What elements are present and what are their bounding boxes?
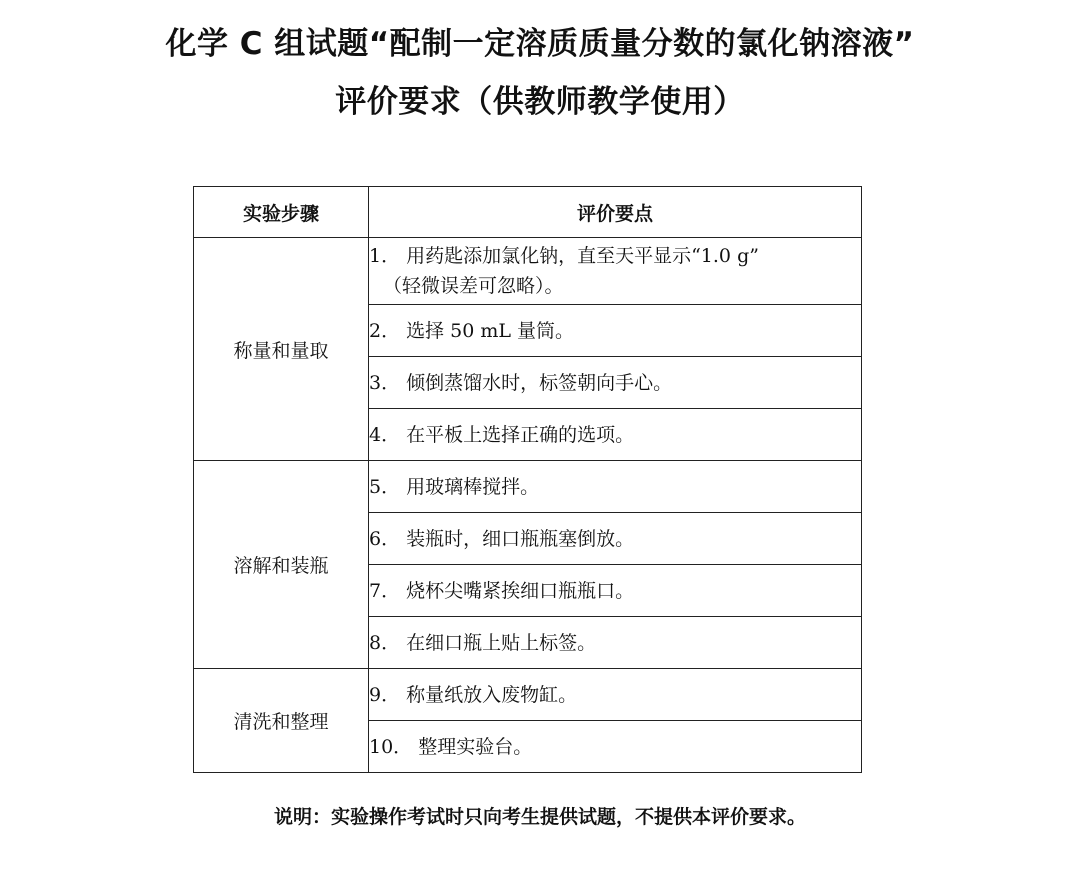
point-text: 用玻璃棒搅拌。 (406, 475, 540, 498)
point-text-sub: （轻微误差可忽略）。 (383, 275, 564, 297)
footnote: 说明：实验操作考试时只向考生提供试题，不提供本评价要求。 (273, 806, 806, 828)
point-4 (369, 409, 862, 461)
header-step: 实验步骤 (194, 187, 369, 238)
point-text: 装瓶时，细口瓶瓶塞倒放。 (406, 527, 635, 550)
point-8 (369, 617, 862, 669)
point-3 (369, 357, 862, 409)
table-row (194, 238, 862, 305)
point-6 (369, 513, 862, 565)
point-9 (369, 669, 862, 721)
header-points: 评价要点 (369, 187, 862, 238)
point-number: 5． (369, 475, 401, 498)
point-2 (369, 305, 862, 357)
point-10 (369, 721, 862, 773)
point-number: 10． (369, 735, 413, 758)
point-text: 用药匙添加氯化钠，直至天平显示“1.0 g” (406, 245, 759, 267)
point-text: 在平板上选择正确的选项。 (406, 423, 635, 446)
point-number: 1． (369, 245, 401, 267)
point-number: 9． (369, 683, 401, 706)
point-number: 3． (369, 371, 401, 394)
table-row (194, 669, 862, 721)
step-weigh-measure: 称量和量取 (194, 238, 369, 461)
point-number: 2． (369, 319, 401, 342)
document-title: 化学 C 组试题“配制一定溶质质量分数的氯化钠溶液” (165, 26, 915, 62)
point-text: 在细口瓶上贴上标签。 (406, 631, 597, 654)
point-1 (369, 238, 862, 305)
step-dissolve-bottle: 溶解和装瓶 (194, 461, 369, 669)
point-text: 选择 50 mL 量筒。 (406, 319, 575, 342)
point-number: 6． (369, 527, 401, 550)
point-5 (369, 461, 862, 513)
point-text: 烧杯尖嘴紧挨细口瓶瓶口。 (406, 579, 635, 602)
point-text: 称量纸放入废物缸。 (406, 683, 578, 706)
table-row (194, 461, 862, 513)
point-text: 倾倒蒸馏水时，标签朝向手心。 (406, 371, 673, 394)
point-7 (369, 565, 862, 617)
table-header-row (194, 187, 862, 238)
point-number: 7． (369, 579, 401, 602)
point-number: 4． (369, 423, 401, 446)
point-number: 8． (369, 631, 401, 654)
document-subtitle: 评价要求（供教师教学使用） (335, 84, 745, 120)
step-clean-tidy: 清洗和整理 (194, 669, 369, 773)
point-text: 整理实验台。 (418, 735, 533, 758)
evaluation-table (193, 186, 862, 773)
